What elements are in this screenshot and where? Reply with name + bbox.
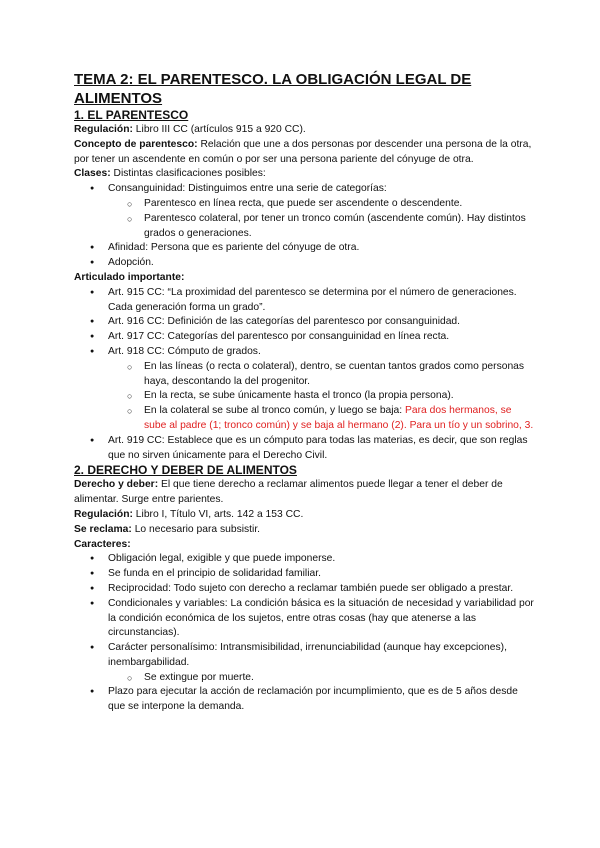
art-918-text: Art. 918 CC: Cómputo de grados. (108, 345, 261, 357)
section-heading-parentesco: 1. EL PARENTESCO (74, 108, 189, 122)
list-item (144, 404, 534, 434)
regulacion-alimentos-text: Libro I, Título VI, arts. 142 a 153 CC. (132, 508, 304, 520)
caracteres-list (74, 552, 534, 715)
document-title: TEMA 2: EL PARENTESCO. LA OBLIGACIÓN LEGAL DE ALIMENTOS (74, 71, 472, 107)
list-item: ○ En la recta, se sube únicamente hasta el tronco (la propia persona). (144, 389, 534, 404)
regulacion-text: Libro III CC (artículos 915 a 920 CC). (132, 124, 306, 135)
regulacion-alimentos-label: Regulación: (74, 508, 133, 520)
list-item: ● Plazo para ejecutar la acción de reclamación por incumplimiento, que es de 5 años desde que se interpone la demanda. (74, 685, 534, 715)
regulacion-alimentos-paragraph (74, 508, 534, 523)
list-item: ● Art. 919 CC: Establece que es un cómputo para todas las materias, es decir, que son reglas que no sirven únicamente para el Derecho Civil. (74, 434, 534, 464)
section-heading-alimentos: 2. DERECHO Y DEBER DE ALIMENTOS (74, 463, 297, 478)
reclama-label: Se reclama: (74, 523, 132, 535)
articulado-paragraph (74, 271, 534, 286)
reclama-paragraph (74, 523, 534, 538)
caracteres-label: Caracteres: (74, 538, 131, 550)
colateral-text: En la colateral se sube al tronco común, y luego se baja: (144, 405, 406, 417)
consanguinidad-sublist (144, 197, 534, 241)
reclama-text: Lo necesario para subsistir. (131, 523, 261, 535)
personalisimo-sublist (144, 671, 534, 686)
derecho-paragraph (74, 478, 534, 508)
clases-paragraph (74, 167, 534, 182)
colateral-example-red: Para dos hermanos, se sube al padre (1; tronco común) y se baja al hermano (2). Para un tío y un sobrino, 3. (144, 405, 534, 431)
personalisimo-text: Carácter personalísimo: Intransmisibilidad, irrenunciabilidad (aunque hay excepciones), inembargabilidad. (108, 642, 507, 668)
list-item: ● Condicionales y variables: La condición básica es la situación de necesidad y variabilidad por la condición económica de los sujetos, entre otras cosas (hay que atenerse a las circunstancias). (74, 597, 534, 641)
list-item: ● Se funda en el principio de solidaridad familiar. (74, 567, 534, 582)
clase-consanguinidad: Consanguinidad: Distinguimos entre una serie de categorías: (108, 183, 387, 195)
regulacion-paragraph (74, 123, 534, 138)
list-item: ● Obligación legal, exigible y que puede imponerse. (74, 552, 534, 567)
clases-list (74, 182, 534, 271)
list-item: ○ En las líneas (o recta o colateral), dentro, se cuentan tantos grados como personas haya, descontando la del progenitor. (144, 360, 534, 390)
concepto-text: Relación que une a dos personas por descender una persona de la otra, por tener un ascendente en común o por ser una persona pariente del cónyuge de otra. (74, 138, 532, 165)
caracteres-paragraph (74, 538, 534, 553)
list-item: ○ Parentesco en línea recta, que puede ser ascendente o descendente. (144, 197, 534, 212)
derecho-text: El que tiene derecho a reclamar alimentos puede llegar a tener el deber de alimentar. Surge entre parientes. (74, 479, 503, 506)
list-item (74, 641, 534, 685)
articulos-list (74, 286, 534, 464)
list-item: ● Afinidad: Persona que es pariente del cónyuge de otra. (74, 241, 534, 256)
concepto-paragraph (74, 138, 534, 168)
list-item: ● Art. 915 CC: “La proximidad del parentesco se determina por el número de generaciones. Cada generación forma un grado”. (74, 286, 534, 316)
list-item (74, 345, 534, 434)
list-item: ● Reciprocidad: Todo sujeto con derecho a reclamar también puede ser obligado a prestar. (74, 582, 534, 597)
derecho-label: Derecho y deber: (74, 479, 159, 491)
concepto-label: Concepto de parentesco: (74, 138, 198, 150)
list-item: ○ Parentesco colateral, por tener un tronco común (ascendente común). Hay distintos grados o generaciones. (144, 212, 534, 242)
list-item: ○ Se extingue por muerte. (144, 671, 534, 686)
list-item: ● Art. 916 CC: Definición de las categorías del parentesco por consanguinidad. (74, 315, 534, 330)
clases-text: Distintas clasificaciones posibles: (110, 168, 266, 180)
list-item (74, 182, 534, 241)
art-918-sublist (144, 360, 534, 434)
document-page (74, 70, 534, 715)
list-item: ● Adopción. (74, 256, 534, 271)
articulado-label: Articulado importante: (74, 271, 185, 283)
regulacion-label: Regulación: (74, 124, 133, 135)
clases-label: Clases: (74, 168, 111, 180)
list-item: ● Art. 917 CC: Categorías del parentesco por consanguinidad en línea recta. (74, 330, 534, 345)
